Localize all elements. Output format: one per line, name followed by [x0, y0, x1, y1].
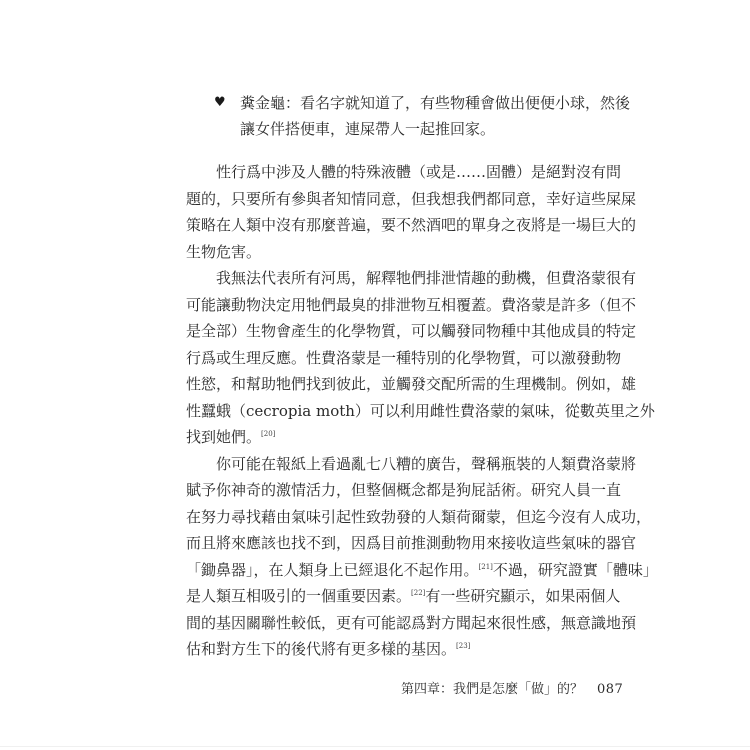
- text-line: 是全部）生物會產生的化學物質，可以觸發同物種中其他成員的特定: [186, 322, 637, 340]
- text-segment: 是人類互相吸引的一個重要因素。: [186, 587, 412, 605]
- note-line: 讓女伴搭便車，連屎帶人一起推回家。: [240, 120, 496, 138]
- text-segment: 不過，研究證實「體味」: [492, 560, 658, 579]
- text-segment: 估和對方生下的後代將有更多樣的基因。: [186, 640, 457, 658]
- page-number: 087: [597, 682, 624, 697]
- text-line: 生物危害。: [186, 242, 262, 261]
- text-line: 性慾，和幫助牠們找到彼此，並觸發交配所需的生理機制。例如，雄: [186, 375, 637, 393]
- chapter-title: 第四章：我們是怎麼「做」的？: [401, 682, 584, 697]
- text-segment: 「鋤鼻器」，在人類身上已經退化不起作用。: [186, 560, 479, 579]
- note-line: 糞金龜：看名字就知道了，有些物種會做出便便小球，然後: [240, 94, 631, 112]
- text-line: 策略在人類中沒有那麼普遍，要不然酒吧的單身之夜將是一場巨大的: [186, 216, 637, 234]
- text-line: 性行爲中涉及人體的特殊液體（或是……固體）是絕對沒有問: [216, 163, 622, 181]
- text-line: 我無法代表所有河馬，解釋牠們排泄情趣的動機，但費洛蒙很有: [216, 269, 637, 287]
- paragraph: [186, 265, 655, 451]
- text-line: [186, 636, 616, 663]
- paragraph: [186, 451, 658, 663]
- text-line: 間的基因關聯性較低，更有可能認爲對方聞起來很性感，無意識地預: [186, 613, 637, 632]
- footnote-ref: [23]: [456, 642, 471, 650]
- text-line: [186, 424, 616, 451]
- page-footer: [401, 678, 623, 697]
- text-segment: 有一些研究顯示，如果兩個人: [425, 587, 621, 605]
- text-line: 賦予你神奇的激情活力，但整個概念都是狗屁話術。研究人員一直: [186, 481, 622, 499]
- text-line: 性蠶蛾（cecropia moth）可以利用雌性費洛蒙的氣味，從數英里之外: [186, 401, 655, 420]
- body-text: [186, 159, 658, 663]
- text-line: 在努力尋找藉由氣味引起性致勃發的人類荷爾蒙，但迄今沒有人成功，: [186, 507, 652, 526]
- text-line: 題的，只要所有參與者知情同意，但我想我們都同意，幸好這些屎屎: [186, 189, 637, 208]
- text-line: 行爲或生理反應。性費洛蒙是一種特別的化學物質，可以激發動物: [186, 348, 622, 367]
- text-segment: 找到她們。: [186, 428, 262, 446]
- paragraph: [186, 159, 637, 265]
- footnote-ref: [22]: [411, 589, 426, 597]
- footnote-ref: [21]: [478, 562, 493, 571]
- page-edge: [0, 746, 750, 747]
- footnote-ref: [20]: [261, 430, 276, 438]
- text-line: 你可能在報紙上看過亂七八糟的廣告，聲稱瓶裝的人類費洛蒙將: [216, 454, 637, 473]
- text-line: [186, 583, 621, 610]
- text-line: 可能讓動物決定用牠們最臭的排泄物互相覆蓋。費洛蒙是許多（但不: [186, 295, 637, 314]
- text-line: 而且將來應該也找不到，因爲目前推測動物用來接收這些氣味的器官: [186, 534, 637, 552]
- heart-icon: ♥: [214, 95, 226, 110]
- text-line: [186, 557, 658, 584]
